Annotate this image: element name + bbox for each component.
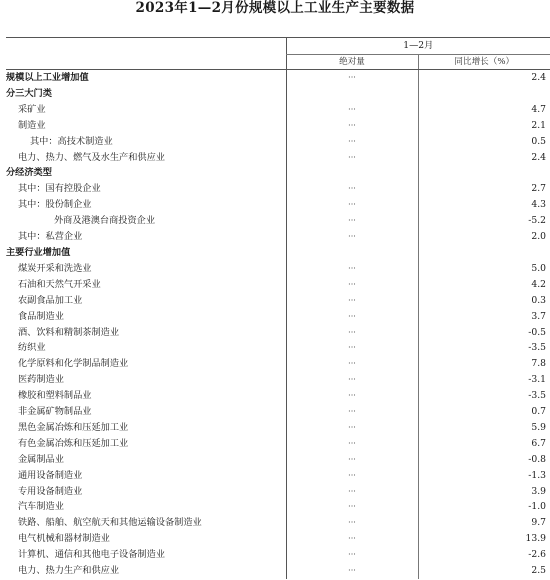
absolute-value: ··· bbox=[286, 134, 418, 150]
yoy-value: 0.3 bbox=[418, 293, 550, 309]
row-label: 非金属矿物制品业 bbox=[18, 406, 92, 418]
table-row bbox=[6, 197, 550, 213]
absolute-value bbox=[286, 86, 418, 102]
absolute-value: ··· bbox=[286, 388, 418, 404]
section-row bbox=[6, 86, 550, 102]
absolute-value: ··· bbox=[286, 118, 418, 134]
absolute-value: ··· bbox=[286, 340, 418, 356]
table-row bbox=[6, 468, 550, 484]
row-label: 电力、热力生产和供应业 bbox=[18, 565, 120, 577]
table-row bbox=[6, 452, 550, 468]
yoy-value: 2.4 bbox=[418, 70, 550, 86]
row-label: 电气机械和器材制造业 bbox=[18, 533, 110, 545]
table-row bbox=[6, 102, 550, 118]
row-label: 汽车制造业 bbox=[18, 501, 64, 513]
absolute-value: ··· bbox=[286, 547, 418, 563]
header-blank-2 bbox=[6, 55, 286, 70]
row-label: 制造业 bbox=[18, 119, 46, 131]
table-row bbox=[6, 484, 550, 500]
absolute-value: ··· bbox=[286, 102, 418, 118]
table-row bbox=[6, 261, 550, 277]
absolute-value: ··· bbox=[286, 452, 418, 468]
yoy-value: 5.9 bbox=[418, 420, 550, 436]
yoy-value: -3.5 bbox=[418, 340, 550, 356]
row-label: 石油和天然气开采业 bbox=[18, 278, 101, 290]
table-row bbox=[6, 340, 550, 356]
row-label: 纺织业 bbox=[18, 342, 46, 354]
table-header bbox=[6, 38, 550, 70]
yoy-value: -0.5 bbox=[418, 325, 550, 341]
absolute-value bbox=[286, 165, 418, 181]
row-label: 金属制品业 bbox=[18, 453, 64, 465]
yoy-value: -3.1 bbox=[418, 372, 550, 388]
yoy-value: -1.3 bbox=[418, 468, 550, 484]
yoy-value: 0.5 bbox=[418, 134, 550, 150]
table-row bbox=[6, 499, 550, 515]
table-row bbox=[6, 181, 550, 197]
yoy-value: 5.0 bbox=[418, 261, 550, 277]
row-label: 分经济类型 bbox=[6, 167, 52, 179]
absolute-value: ··· bbox=[286, 150, 418, 166]
absolute-value: ··· bbox=[286, 563, 418, 579]
yoy-value: 2.7 bbox=[418, 181, 550, 197]
yoy-value: -2.6 bbox=[418, 547, 550, 563]
row-label: 食品制造业 bbox=[18, 310, 64, 322]
row-label: 电力、热力、燃气及水生产和供应业 bbox=[18, 151, 165, 163]
absolute-value: ··· bbox=[286, 197, 418, 213]
row-label: 采矿业 bbox=[18, 103, 46, 115]
table-row bbox=[6, 515, 550, 531]
row-label: 酒、饮料和精制茶制造业 bbox=[18, 326, 120, 338]
yoy-value: -5.2 bbox=[418, 213, 550, 229]
absolute-value: ··· bbox=[286, 70, 418, 86]
absolute-value: ··· bbox=[286, 436, 418, 452]
row-label: 其中：高技术制造业 bbox=[30, 135, 113, 147]
yoy-value: 2.0 bbox=[418, 229, 550, 245]
table-body bbox=[6, 70, 550, 580]
table-row bbox=[6, 277, 550, 293]
table-row bbox=[6, 325, 550, 341]
yoy-value: 2.4 bbox=[418, 150, 550, 166]
table-row bbox=[6, 293, 550, 309]
absolute-value: ··· bbox=[286, 277, 418, 293]
page-title: 2023年1—2月份规模以上工业生产主要数据 bbox=[135, 0, 415, 16]
yoy-value: 4.3 bbox=[418, 197, 550, 213]
table-row bbox=[6, 150, 550, 166]
row-label: 通用设备制造业 bbox=[18, 469, 83, 481]
table-row bbox=[6, 436, 550, 452]
yoy-value bbox=[418, 86, 550, 102]
row-label: 铁路、船舶、航空航天和其他运输设备制造业 bbox=[18, 517, 202, 529]
yoy-value: 7.8 bbox=[418, 356, 550, 372]
row-label: 主要行业增加值 bbox=[6, 246, 71, 258]
row-label: 其中：股份制企业 bbox=[18, 199, 92, 211]
section-row bbox=[6, 165, 550, 181]
table-row bbox=[6, 213, 550, 229]
row-label: 其中：私营企业 bbox=[18, 231, 83, 243]
row-label: 化学原料和化学制品制造业 bbox=[18, 358, 129, 370]
absolute-value: ··· bbox=[286, 531, 418, 547]
absolute-value: ··· bbox=[286, 325, 418, 341]
table-row bbox=[6, 388, 550, 404]
absolute-value: ··· bbox=[286, 293, 418, 309]
yoy-value: 2.1 bbox=[418, 118, 550, 134]
yoy-value bbox=[418, 245, 550, 261]
row-label: 外商及港澳台商投资企业 bbox=[54, 215, 156, 227]
absolute-value: ··· bbox=[286, 499, 418, 515]
table-row bbox=[6, 547, 550, 563]
table-row bbox=[6, 372, 550, 388]
yoy-value bbox=[418, 165, 550, 181]
period-header: 1—2月 bbox=[286, 38, 550, 55]
absolute-value: ··· bbox=[286, 420, 418, 436]
absolute-value: ··· bbox=[286, 181, 418, 197]
absolute-value: ··· bbox=[286, 356, 418, 372]
yoy-value: 4.2 bbox=[418, 277, 550, 293]
yoy-value: 13.9 bbox=[418, 531, 550, 547]
absolute-value: ··· bbox=[286, 404, 418, 420]
row-label: 煤炭开采和洗选业 bbox=[18, 262, 92, 274]
table-row bbox=[6, 420, 550, 436]
absolute-value: ··· bbox=[286, 468, 418, 484]
absolute-value: ··· bbox=[286, 229, 418, 245]
table-row bbox=[6, 356, 550, 372]
yoy-value: -1.0 bbox=[418, 499, 550, 515]
absolute-column-header: 绝对量 bbox=[286, 55, 418, 70]
absolute-value: ··· bbox=[286, 309, 418, 325]
yoy-value: 0.7 bbox=[418, 404, 550, 420]
absolute-value: ··· bbox=[286, 372, 418, 388]
row-label: 橡胶和塑料制品业 bbox=[18, 390, 92, 402]
yoy-value: 4.7 bbox=[418, 102, 550, 118]
section-row bbox=[6, 70, 550, 86]
table-row bbox=[6, 134, 550, 150]
row-label: 专用设备制造业 bbox=[18, 485, 83, 497]
table-row bbox=[6, 229, 550, 245]
row-label: 计算机、通信和其他电子设备制造业 bbox=[18, 549, 165, 561]
yoy-value: 3.7 bbox=[418, 309, 550, 325]
table-row bbox=[6, 309, 550, 325]
yoy-value: -3.5 bbox=[418, 388, 550, 404]
row-label: 规模以上工业增加值 bbox=[6, 72, 89, 83]
yoy-value: 9.7 bbox=[418, 515, 550, 531]
row-label: 分三大门类 bbox=[6, 87, 52, 99]
yoy-column-header: 同比增长（%） bbox=[418, 55, 550, 70]
yoy-value: 3.9 bbox=[418, 484, 550, 500]
yoy-value: 6.7 bbox=[418, 436, 550, 452]
table-row bbox=[6, 404, 550, 420]
yoy-value: 2.5 bbox=[418, 563, 550, 579]
data-table bbox=[6, 37, 550, 579]
absolute-value: ··· bbox=[286, 484, 418, 500]
section-row bbox=[6, 245, 550, 261]
row-label: 有色金属冶炼和压延加工业 bbox=[18, 437, 129, 449]
absolute-value bbox=[286, 245, 418, 261]
table-row bbox=[6, 531, 550, 547]
row-label: 医药制造业 bbox=[18, 374, 64, 386]
table-row bbox=[6, 118, 550, 134]
yoy-value: -0.8 bbox=[418, 452, 550, 468]
absolute-value: ··· bbox=[286, 261, 418, 277]
row-label: 黑色金属冶炼和压延加工业 bbox=[18, 421, 129, 433]
absolute-value: ··· bbox=[286, 515, 418, 531]
table-row bbox=[6, 563, 550, 579]
row-label: 农副食品加工业 bbox=[18, 294, 83, 306]
header-blank bbox=[6, 38, 286, 55]
row-label: 其中：国有控股企业 bbox=[18, 183, 101, 195]
absolute-value: ··· bbox=[286, 213, 418, 229]
